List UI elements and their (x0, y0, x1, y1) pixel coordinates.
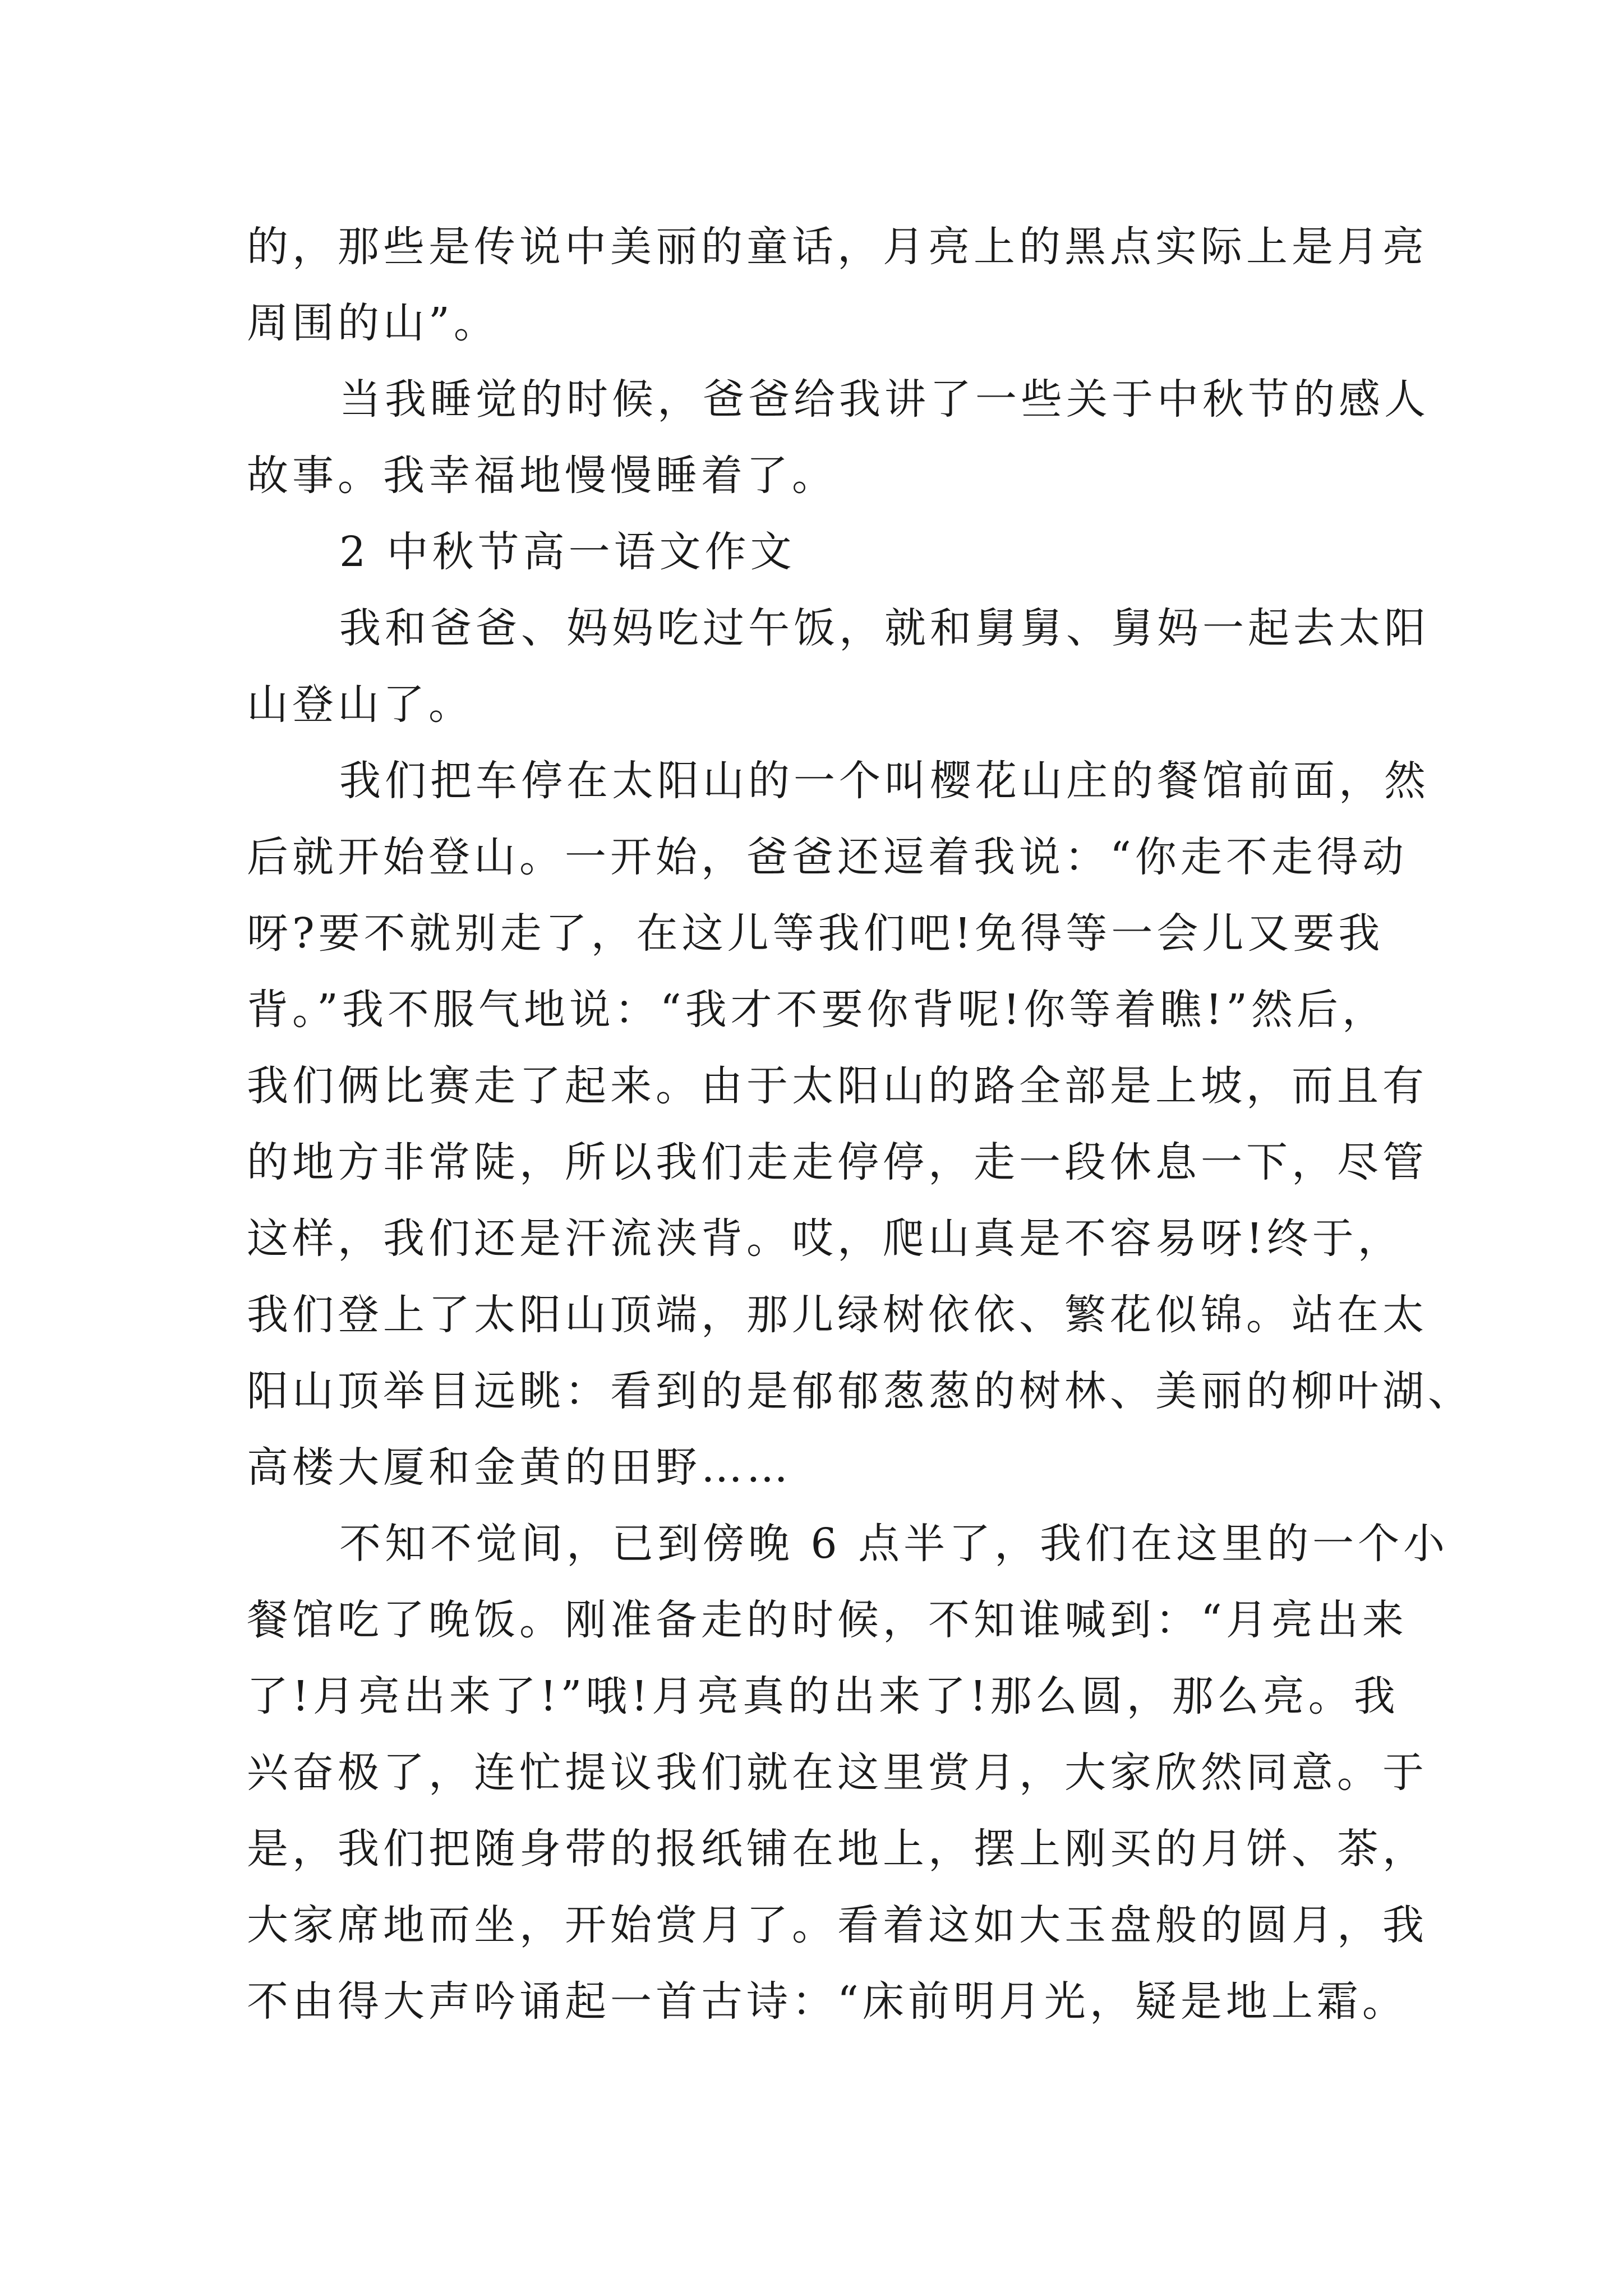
text-line: 阳山顶举目远眺：看到的是郁郁葱葱的树林、美丽的柳叶湖、 (247, 1367, 1473, 1415)
text-line: 了!月亮出来了!”哦!月亮真的出来了!那么圆，那么亮。我 (247, 1672, 1399, 1720)
text-line: 我和爸爸、妈妈吃过午饭，就和舅舅、舅妈一起去太阳 (339, 604, 1430, 652)
text-line: 当我睡觉的时候，爸爸给我讲了一些关于中秋节的感人 (339, 375, 1430, 424)
text-line: 我们把车停在太阳山的一个叫樱花山庄的餐馆前面，然 (339, 757, 1430, 805)
text-line: 不知不觉间，已到傍晚 6 点半了，我们在这里的一个小 (339, 1520, 1449, 1568)
text-line: 后就开始登山。一开始，爸爸还逗着我说：“你走不走得动 (247, 833, 1408, 881)
text-line: 兴奋极了，连忙提议我们就在这里赏月，大家欣然同意。于 (247, 1749, 1428, 1797)
text-line: 这样，我们还是汗流浃背。哎，爬山真是不容易呀!终于， (247, 1214, 1403, 1263)
text-line: 背。”我不服气地说：“我才不要你背呢!你等着瞧!”然后， (247, 986, 1387, 1034)
text-line: 周围的山”。 (247, 299, 499, 347)
text-line: 高楼大厦和金黄的田野…… (247, 1443, 792, 1492)
text-line: 不由得大声吟诵起一首古诗：“床前明月光，疑是地上霜。 (247, 1977, 1408, 2026)
text-line: 我们登上了太阳山顶端，那儿绿树依依、繁花似锦。站在太 (247, 1291, 1428, 1339)
text-line: 餐馆吃了晚饭。刚准备走的时候，不知谁喊到：“月亮出来 (247, 1596, 1408, 1644)
text-line: 的，那些是传说中美丽的童话，月亮上的黑点实际上是月亮 (247, 223, 1428, 271)
text-line: 是，我们把随身带的报纸铺在地上，摆上刚买的月饼、茶， (247, 1825, 1428, 1873)
text-line: 山登山了。 (247, 680, 474, 729)
text-line: 的地方非常陡，所以我们走走停停，走一段休息一下，尽管 (247, 1138, 1428, 1186)
text-line: 呀?要不就别走了，在这儿等我们吧!免得等一会儿又要我 (247, 909, 1384, 958)
text-line: 大家席地而坐，开始赏月了。看着这如大玉盘般的圆月，我 (247, 1901, 1428, 1949)
body-text (247, 209, 1473, 2040)
text-line: 我们俩比赛走了起来。由于太阳山的路全部是上坡，而且有 (247, 1062, 1428, 1110)
section-heading: 2 中秋节高一语文作文 (339, 528, 796, 576)
text-line: 故事。我幸福地慢慢睡着了。 (247, 452, 837, 500)
